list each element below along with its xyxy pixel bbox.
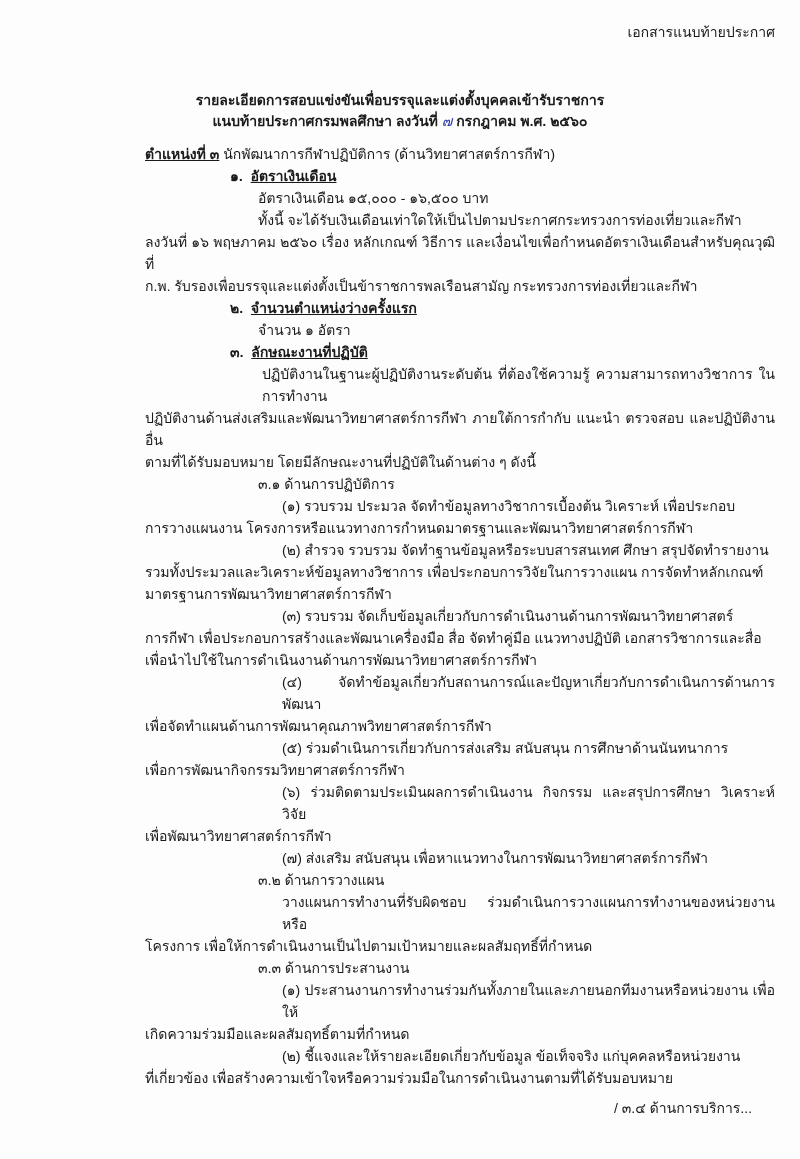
item-line: เพื่อการพัฒนากิจกรรมวิทยาศาสตร์การกีฬา (145, 762, 405, 778)
subtitle-prefix: แนบท้ายประกาศกรมพลศึกษา ลงวันที่ (212, 113, 438, 129)
item-line: การวางแผนงาน โครงการหรือแนวทางการกำหนดมาตรฐานและพัฒนาวิทยาศาสตร์การกีฬา (145, 520, 694, 536)
section-title: จำนวนตำแหน่งว่างครั้งแรก (250, 300, 417, 316)
salary-note-line: ลงวันที่ ๑๖ พฤษภาคม ๒๕๖๐ เรื่อง หลักเกณฑ์ วิธีการ และเงื่อนไขเพื่อกำหนดอัตราเงินเดือนสำหรับคุณวุฒิที่ (145, 234, 775, 272)
item-line: (๑) รวบรวม ประมวล จัดทำข้อมูลทางวิชาการเบื้องต้น วิเคราะห์ เพื่อประกอบ (282, 498, 736, 514)
item-line: เกิดความร่วมมือและผลสัมฤทธิ์ตามที่กำหนด (145, 1026, 410, 1042)
item-line: (๑) ประสานงานการทำงานร่วมกันทั้งภายในและภายนอกทีมงานหรือหน่วยงาน เพื่อให้ (282, 982, 775, 1020)
document-title: รายละเอียดการสอบแข่งขันเพื่อบรรจุและแต่งตั้งบุคคลเข้ารับราชการ (195, 92, 605, 108)
salary-note-line: ก.พ. รับรองเพื่อบรรจุและแต่งตั้งเป็นข้าราชการพลเรือนสามัญ กระทรวงการท่องเที่ยวและกีฬา (145, 278, 698, 294)
item-line: การกีฬา เพื่อประกอบการสร้างและพัฒนาเครื่องมือ สื่อ จัดทำคู่มือ แนวทางปฏิบัติ เอกสารวิชาการและสื่อ (145, 630, 762, 646)
position-label: ตำแหน่งที่ ๓ (145, 146, 220, 162)
item-line: (๕) ร่วมดำเนินการเกี่ยวกับการส่งเสริม สนับสนุน การศึกษาด้านนันทนาการ (282, 740, 729, 756)
section-2-heading (230, 297, 775, 319)
section-title: อัตราเงินเดือน (250, 168, 337, 184)
continuation-note: / ๓.๔ ด้านการบริการ... (613, 1100, 752, 1116)
salary-note-line: ทั้งนี้ จะได้รับเงินเดือนเท่าใดให้เป็นไปตามประกาศกระทรวงการท่องเที่ยวและกีฬา (258, 212, 742, 228)
subtitle-suffix: กรกฎาคม พ.ศ. ๒๕๖๐ (456, 113, 588, 129)
attachment-label: เอกสารแนบท้ายประกาศ (627, 24, 775, 40)
position-heading (145, 143, 775, 165)
section-title: ลักษณะงานที่ปฏิบัติ (251, 344, 368, 360)
intro-line: ปฏิบัติงานในฐานะผู้ปฏิบัติงานระดับต้น ที่ต้องใช้ความรู้ ความสามารถทางวิชาการ ในการทำงาน (262, 366, 775, 404)
intro-line: ตามที่ได้รับมอบหมาย โดยมีลักษณะงานที่ปฏิบัติในด้านต่าง ๆ ดังนี้ (145, 454, 536, 470)
item-line: ที่เกี่ยวข้อง เพื่อสร้างความเข้าใจหรือความร่วมมือในการดำเนินงานตามที่ได้รับมอบหมาย (145, 1070, 674, 1086)
subsection-heading: ๓.๓ ด้านการประสานงาน (258, 960, 410, 976)
item-line: มาตรฐานการพัฒนาวิทยาศาสตร์การกีฬา (145, 586, 392, 602)
item-line: (๖) ร่วมติดตามประเมินผลการดำเนินงาน กิจกรรม และสรุปการศึกษา วิเคราะห์ วิจัย (282, 784, 775, 822)
subsection-heading: ๓.๑ ด้านการปฏิบัติการ (258, 476, 395, 492)
item-line: (๗) ส่งเสริม สนับสนุน เพื่อหาแนวทางในการพัฒนาวิทยาศาสตร์การกีฬา (282, 850, 708, 866)
handwritten-day: ๗ (441, 114, 453, 130)
subsection-heading: ๓.๒ ด้านการวางแผน (258, 872, 385, 888)
salary-range: อัตราเงินเดือน ๑๕,๐๐๐ - ๑๖,๕๐๐ บาท (258, 190, 489, 206)
item-line: เพื่อนำไปใช้ในการดำเนินงานด้านการพัฒนาวิทยาศาสตร์การกีฬา (145, 652, 538, 668)
section-1-heading (230, 165, 775, 187)
planning-line: โครงการ เพื่อให้การดำเนินงานเป็นไปตามเป้าหมายและผลสัมฤทธิ์ที่กำหนด (145, 938, 593, 954)
item-line: เพื่อพัฒนาวิทยาศาสตร์การกีฬา (145, 828, 332, 844)
section-3-heading (230, 341, 775, 363)
vacancy-count: จำนวน ๑ อัตรา (258, 322, 351, 338)
position-name: นักพัฒนาการกีฬาปฏิบัติการ (ด้านวิทยาศาสตร์การกีฬา) (223, 146, 556, 162)
document-subtitle (0, 111, 800, 133)
item-line: (๒) สำรวจ รวบรวม จัดทำฐานข้อมูลหรือระบบสารสนเทศ ศึกษา สรุปจัดทำรายงาน (282, 542, 769, 558)
planning-line: วางแผนการทำงานที่รับผิดชอบ ร่วมดำเนินการวางแผนการทำงานของหน่วยงานหรือ (282, 894, 775, 932)
section-number: ๒. (230, 300, 244, 316)
intro-line: ปฏิบัติงานด้านส่งเสริมและพัฒนาวิทยาศาสตร์การกีฬา ภายใต้การกำกับ แนะนำ ตรวจสอบ และปฏิบัติงานอื่น (145, 410, 775, 448)
section-number: ๑. (230, 168, 243, 184)
item-line: เพื่อจัดทำแผนด้านการพัฒนาคุณภาพวิทยาศาสตร์การกีฬา (145, 718, 492, 734)
item-line: (๔) จัดทำข้อมูลเกี่ยวกับสถานการณ์และปัญหาเกี่ยวกับการดำเนินการด้านการพัฒนา (282, 674, 775, 712)
item-line: รวมทั้งประมวลและวิเคราะห์ข้อมูลทางวิชาการ เพื่อประกอบการวิจัยในการวางแผน การจัดทำหลักเกณฑ์ (145, 564, 764, 580)
item-line: (๒) ชี้แจงและให้รายละเอียดเกี่ยวกับข้อมูล ข้อเท็จจริง แก่บุคคลหรือหน่วยงาน (282, 1048, 741, 1064)
item-line: (๓) รวบรวม จัดเก็บข้อมูลเกี่ยวกับการดำเนินงานด้านการพัฒนาวิทยาศาสตร์ (282, 608, 734, 624)
section-number: ๓. (230, 344, 244, 360)
